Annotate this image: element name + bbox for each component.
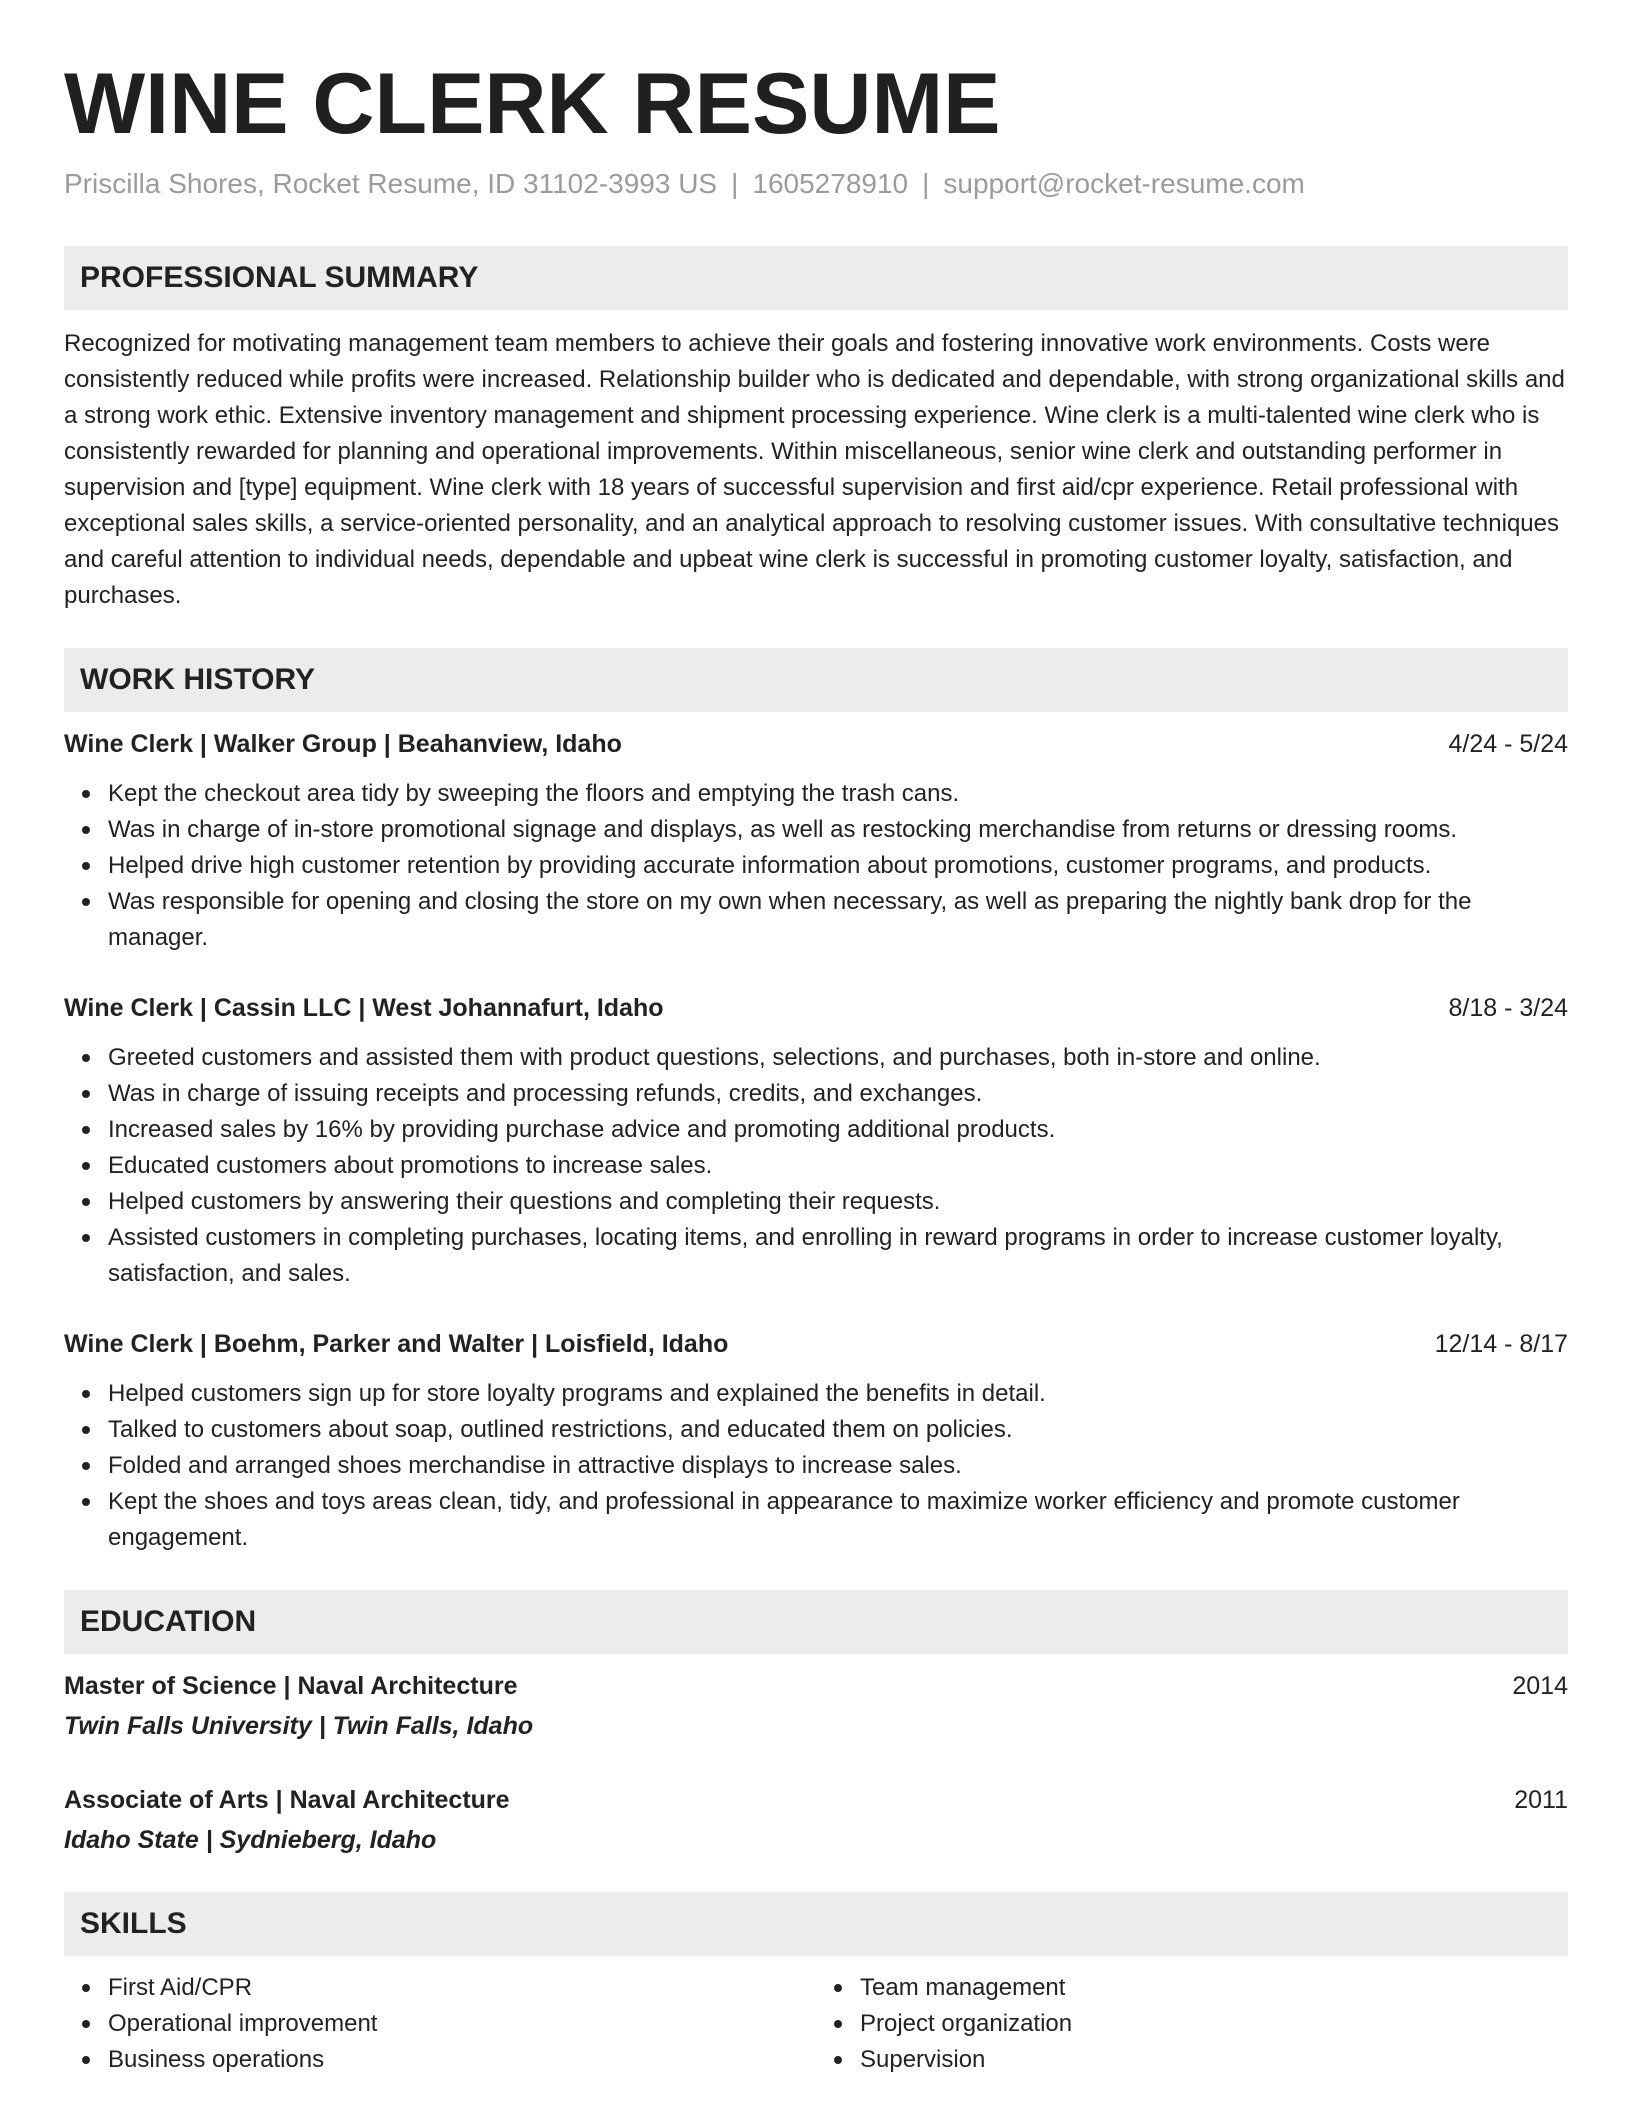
skill-item: Operational improvement <box>108 2006 816 2042</box>
skill-item: Supervision <box>860 2042 1568 2078</box>
job-bullet: Increased sales by 16% by providing purchase advice and promoting additional products. <box>108 1112 1568 1148</box>
education-year: 2014 <box>1512 1672 1568 1700</box>
section-header-skills: SKILLS <box>64 1892 1568 1956</box>
contact-phone: 1605278910 <box>752 168 909 199</box>
skill-item: First Aid/CPR <box>108 1970 816 2006</box>
education-entry <box>64 1668 1568 1744</box>
skills-column-right <box>816 1970 1568 2078</box>
job-entry <box>64 726 1568 956</box>
job-entry <box>64 1326 1568 1556</box>
job-bullets <box>64 1376 1568 1556</box>
job-title: Wine Clerk | Boehm, Parker and Walter | Loisfield, Idaho <box>64 1330 729 1358</box>
job-bullet: Helped drive high customer retention by providing accurate information about promotions, customer programs, and products. <box>108 848 1568 884</box>
summary-text: Recognized for motivating management team members to achieve their goals and fostering innovative work environments. Costs were consistently reduced while profits were increased. Relationship builder who is dedicated and dependable, with strong organizational skills and a strong work ethic. Extensive inventory management and shipment processing experience. Wine clerk is a multi-talented wine clerk who is consistently rewarded for planning and operational improvements. Within miscellaneous, senior wine clerk and outstanding performer in supervision and [type] equipment. Wine clerk with 18 years of successful supervision and first aid/cpr experience. Retail professional with exceptional sales skills, a service-oriented personality, and an analytical approach to resolving customer issues. With consultative techniques and careful attention to individual needs, dependable and upbeat wine clerk is successful in promoting customer loyalty, satisfaction, and purchases. <box>64 330 1565 609</box>
education-degree: Master of Science | Naval Architecture <box>64 1672 518 1700</box>
job-dates: 8/18 - 3/24 <box>1448 994 1568 1022</box>
job-header <box>64 990 1568 1026</box>
job-entry <box>64 990 1568 1292</box>
contact-separator: | <box>731 168 739 199</box>
section-header-work-history: WORK HISTORY <box>64 648 1568 712</box>
job-bullets <box>64 1040 1568 1292</box>
job-bullet: Helped customers by answering their questions and completing their requests. <box>108 1184 1568 1220</box>
education-header <box>64 1668 1568 1704</box>
skill-item: Project organization <box>860 2006 1568 2042</box>
job-bullet: Helped customers sign up for store loyalty programs and explained the benefits in detail. <box>108 1376 1568 1412</box>
skills-grid <box>64 1970 1568 2078</box>
job-bullet: Educated customers about promotions to increase sales. <box>108 1148 1568 1184</box>
job-bullet: Greeted customers and assisted them with product questions, selections, and purchases, both in-store and online. <box>108 1040 1568 1076</box>
education-year: 2011 <box>1514 1786 1568 1814</box>
skill-item: Team management <box>860 1970 1568 2006</box>
education-school: Twin Falls University | Twin Falls, Idaho <box>64 1712 534 1740</box>
skills-column-left <box>64 1970 816 2078</box>
job-bullet: Kept the shoes and toys areas clean, tidy, and professional in appearance to maximize worker efficiency and promote customer engagement. <box>108 1484 1568 1556</box>
job-bullet: Folded and arranged shoes merchandise in attractive displays to increase sales. <box>108 1448 1568 1484</box>
job-bullet: Was in charge of issuing receipts and processing refunds, credits, and exchanges. <box>108 1076 1568 1112</box>
job-header <box>64 726 1568 762</box>
job-bullet: Was responsible for opening and closing the store on my own when necessary, as well as preparing the nightly bank drop for the manager. <box>108 884 1568 956</box>
contact-line <box>64 164 1568 204</box>
job-title: Wine Clerk | Cassin LLC | West Johannafurt, Idaho <box>64 994 664 1022</box>
resume-title: WINE CLERK RESUME <box>64 56 1001 152</box>
education-degree: Associate of Arts | Naval Architecture <box>64 1786 510 1814</box>
section-header-education: EDUCATION <box>64 1590 1568 1654</box>
job-bullet: Talked to customers about soap, outlined restrictions, and educated them on policies. <box>108 1412 1568 1448</box>
contact-address: Priscilla Shores, Rocket Resume, ID 31102-3993 US <box>64 168 718 199</box>
education-school: Idaho State | Sydnieberg, Idaho <box>64 1826 437 1854</box>
job-bullet: Assisted customers in completing purchases, locating items, and enrolling in reward programs in order to increase customer loyalty, satisfaction, and sales. <box>108 1220 1568 1292</box>
job-bullets <box>64 776 1568 956</box>
job-title: Wine Clerk | Walker Group | Beahanview, Idaho <box>64 730 622 758</box>
job-dates: 12/14 - 8/17 <box>1434 1330 1568 1358</box>
education-entry <box>64 1782 1568 1858</box>
skill-item: Business operations <box>108 2042 816 2078</box>
contact-separator: | <box>922 168 930 199</box>
education-header <box>64 1782 1568 1818</box>
job-dates: 4/24 - 5/24 <box>1448 730 1568 758</box>
job-bullet: Kept the checkout area tidy by sweeping the floors and emptying the trash cans. <box>108 776 1568 812</box>
job-header <box>64 1326 1568 1362</box>
resume-page <box>64 0 1568 2078</box>
job-bullet: Was in charge of in-store promotional signage and displays, as well as restocking merchandise from returns or dressing rooms. <box>108 812 1568 848</box>
contact-email: support@rocket-resume.com <box>943 168 1305 199</box>
section-header-summary: PROFESSIONAL SUMMARY <box>64 246 1568 310</box>
